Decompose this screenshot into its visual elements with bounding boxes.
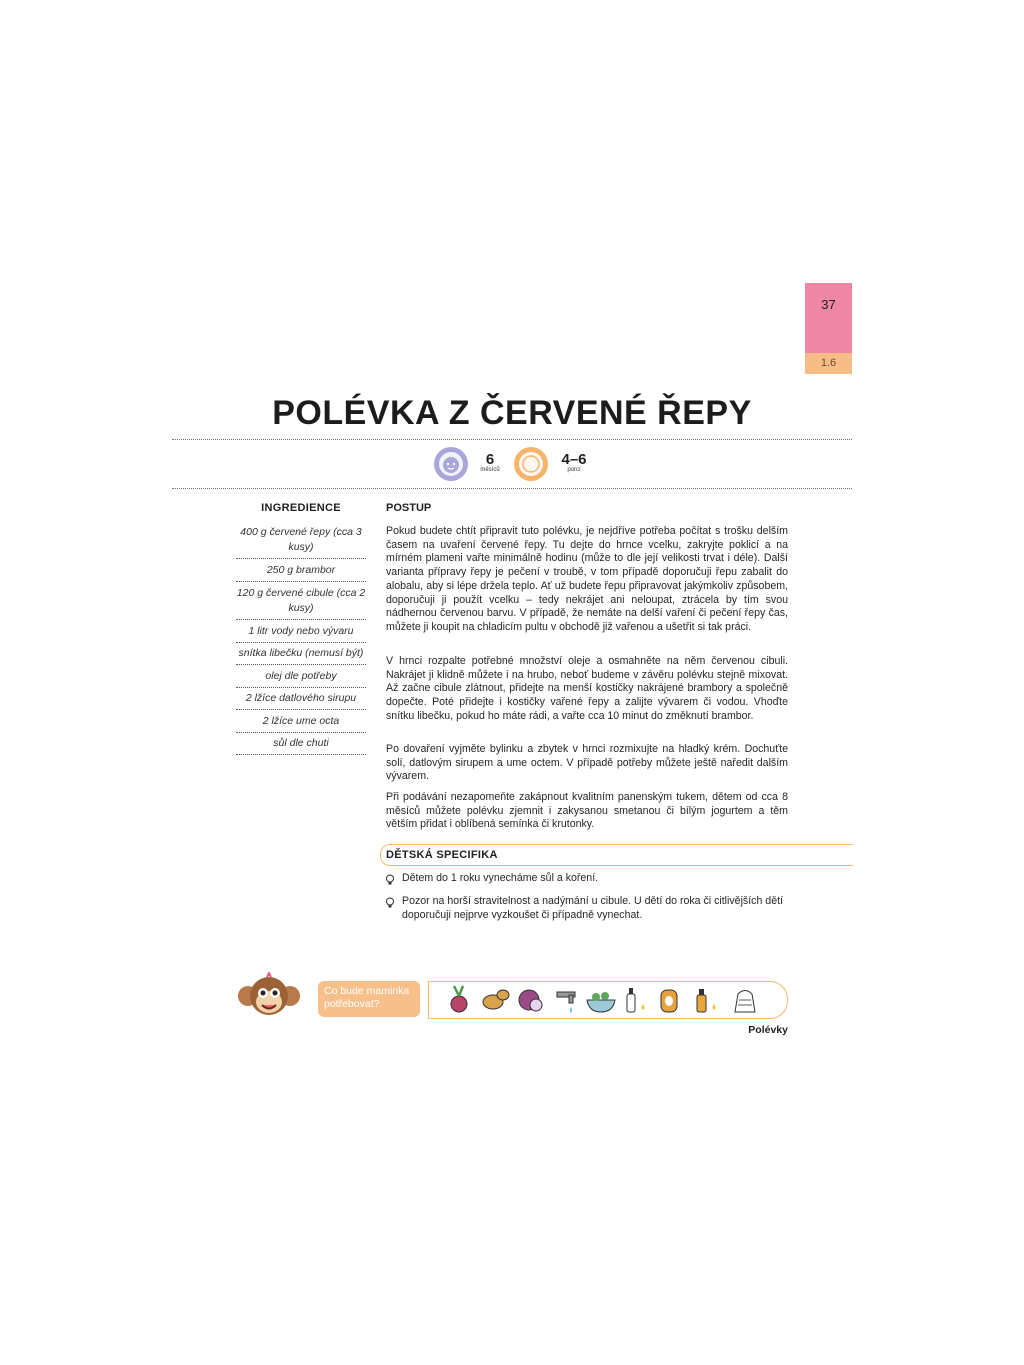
section-number-box (805, 353, 852, 374)
method-paragraph: Při podávání nezapomeňte zakápnout kvalitním panenským tukem, dětem od cca 8 měsíců můžete polévku zjemnit i zakysanou smetanou či bílým jogurtem a těm větším přidat i oblíbená semínka či krutonky. (386, 791, 788, 831)
ingredient-divider (236, 558, 366, 559)
kids-tip: Dětem do 1 roku vynecháme sůl a koření. (402, 872, 599, 884)
ingredient-divider (236, 732, 366, 733)
vinegar-bottle-icon (697, 989, 716, 1012)
oil-bottle-icon (627, 988, 645, 1012)
method-paragraph: V hrnci rozpalte potřebné množství oleje a osmahněte na něm červenou cibuli. Nakrájet ji klidně můžete i na hrubo, neboť budeme v závěru polévku stejně mixovat. Až začne cibule zlátnout, přidejte na menší kostičky nakrájené brambory a společně dopečte. Poté přidejte i kostičky vařené řepy a zalijte vývarem či vodou. Vhoďte snítku libečku, pokud ho máte rádi, a vařte cca 10 minut do změknutí brambor. (386, 655, 788, 722)
ingredient-item: 1 litr vody nebo vývaru (248, 625, 354, 637)
recipe-title: POLÉVKA Z ČERVENÉ ŘEPY (272, 394, 752, 432)
monkey-mascot-icon (237, 972, 301, 1020)
portions-value: 4–6 (561, 451, 587, 468)
red-onion-icon (519, 990, 542, 1011)
ingredient-divider (236, 642, 366, 643)
salt-shaker-icon (735, 991, 755, 1013)
ingredient-divider (236, 687, 366, 688)
ingredient-divider (236, 754, 366, 755)
ingredients-heading: INGREDIENCE (261, 502, 341, 514)
page-tab (805, 283, 852, 374)
page-number-box (805, 283, 852, 353)
potatoes-icon (483, 990, 509, 1009)
speech-bubble (318, 981, 420, 1017)
ingredient-item: 2 lžíce datlového sirupu (245, 692, 357, 704)
ingredient-divider (236, 581, 366, 582)
speech-bubble-text: Co bude maminka potřebovat? (324, 985, 410, 1010)
ingredient-item: 2 lžíce ume octa (262, 715, 340, 727)
ingredient-item: 250 g brambor (266, 564, 336, 576)
section-number: 1.6 (820, 357, 837, 369)
beetroot-icon (451, 986, 467, 1012)
date-syrup-jar-icon (661, 990, 677, 1012)
age-value: 6 (485, 451, 495, 468)
ingredient-item: 400 g červené řepy (cca 3 kusy) (240, 526, 362, 553)
ingredient-item: snítka libečku (nemusí být) (238, 647, 364, 659)
kids-tip: Pozor na horší stravitelnost a nadýmání u cibule. U dětí do roka či citlivějších dětí doporučuji nejprve vyzkoušet či případně vynechat. (402, 895, 783, 921)
method-paragraph: Pokud budete chtít připravit tuto polévku, je nejdříve potřeba počítat s trošku delším časem na uvaření červené řepy. Tu dejte do hrnce vcelku, zakryjte poklicí a na mírném plameni vařte minimálně hodinu (může to dle její velikosti trvat i déle). Další varianta přípravy řepy je pečení v troubě, v tom případě doporučuji řepu zabalit do alobalu, aby si lépe držela teplo. Ať už budete řepu připravovat jakýmkoliv způsobem, doporučuji ji použít vcelku – tedy nekrájet ani neloupat, ztrácela by tím svou nádhernou červenou barvu. V případě, že nemáte na delší vaření či pečení řepy čas, můžete ji koupit na chladicím pultu v obchodě již vařenou a ušetřit si tak práci. (386, 525, 788, 633)
water-tap-icon (557, 992, 575, 1013)
lightbulb-icon (385, 896, 395, 908)
chapter-name: Polévky (748, 1024, 788, 1036)
portions-unit: porcí (567, 467, 581, 473)
bowl-icon (587, 992, 615, 1012)
ingredient-item: sůl dle chuti (273, 737, 329, 749)
info-divider (172, 488, 852, 489)
ingredient-item: olej dle potřeby (265, 670, 337, 682)
baby-age-icon (434, 447, 468, 481)
title-divider (172, 439, 852, 440)
method-paragraph: Po dovaření vyjměte bylinku a zbytek v hrnci rozmixujte na hladký krém. Dochuťte solí, datlovým sirupem a ume octem. V případě potřeby můžete ještě naředit dalším vývarem. (386, 743, 788, 783)
kids-heading: DĚTSKÁ SPECIFIKA (386, 849, 498, 861)
ingredient-divider (236, 619, 366, 620)
ingredient-divider (236, 709, 366, 710)
ingredient-divider (236, 664, 366, 665)
page-number: 37 (821, 297, 836, 312)
lightbulb-icon (385, 873, 395, 885)
ingredient-item: 120 g červené cibule (cca 2 kusy) (236, 587, 366, 614)
plate-portions-icon (514, 447, 548, 481)
method-heading: POSTUP (386, 502, 432, 514)
age-unit: měsíců (480, 467, 500, 473)
tools-strip (428, 981, 788, 1019)
